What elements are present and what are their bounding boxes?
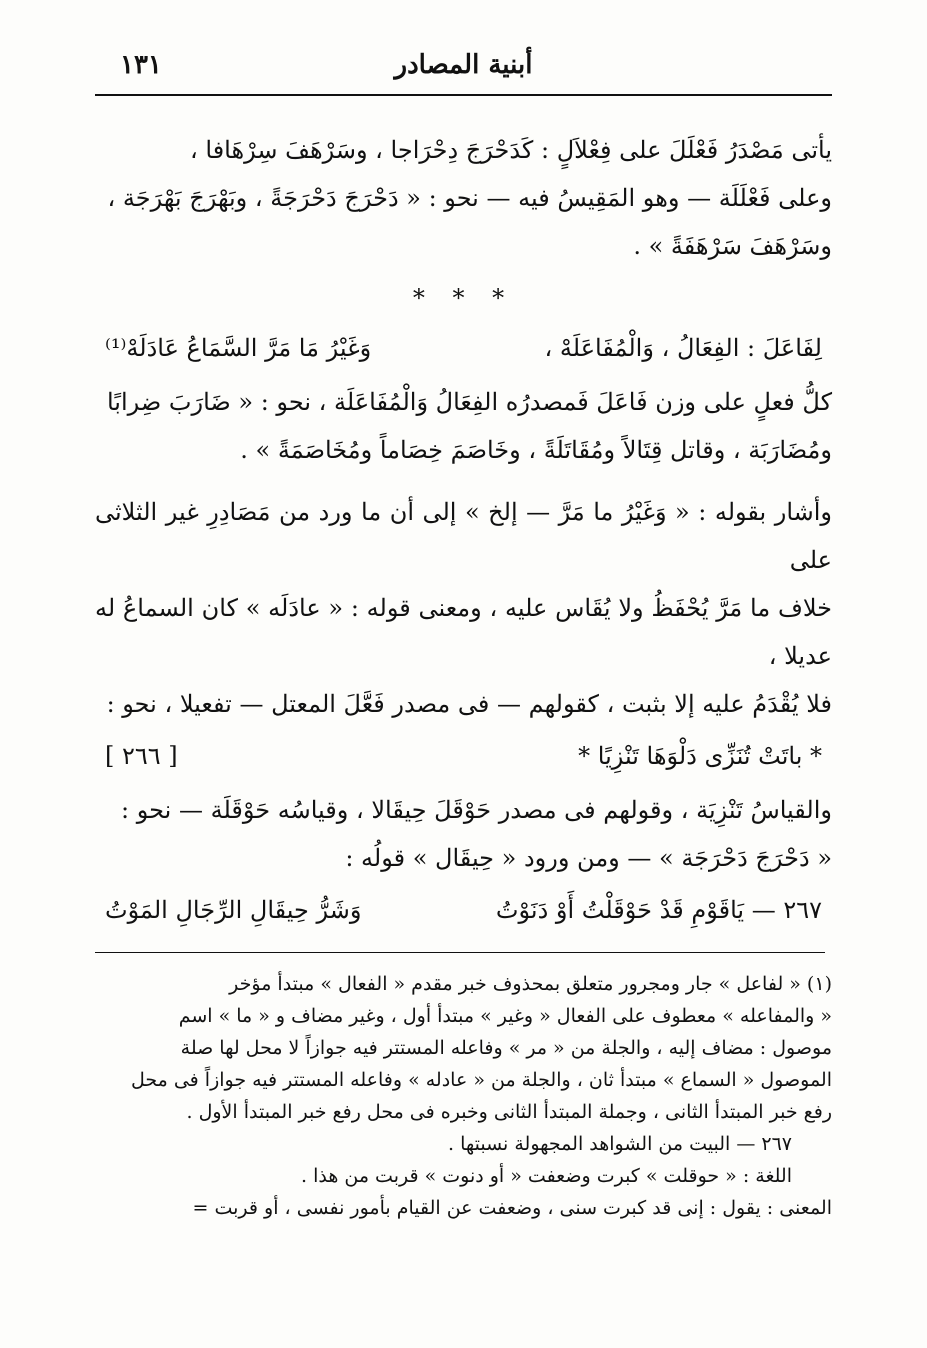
text-line: يأتى مَصْدَرُ فَعْلَلَ على فِعْلاَلٍ : كَدَحْرَجَ دِحْرَاجا ، وسَرْهَفَ سِرْهَافا ،: [190, 136, 832, 164]
verse-reference: [ ٢٦٦ ]: [105, 742, 178, 770]
text-line: الموصول « السماع » مبتدأ ثان ، والجلة من « عادله » وفاعله المستتر فيه جوازاً فى محل: [130, 1069, 832, 1091]
spacer: [95, 474, 832, 488]
verse-line-3: [95, 886, 832, 934]
verse-hemistich-right: ٢٦٧ — يَاقَوْمِ قَدْ حَوْقَلْتُ أَوْ دَنَوْتُ: [495, 896, 822, 924]
text-line: والقياسُ تَنْزِيَة ، وقولهم فى مصدر حَوْقَلَ حِيقَالا ، وقياسُه حَوْقَلَة — نحو :: [121, 796, 832, 824]
page-number: ١٣١: [120, 50, 162, 80]
page-header: [95, 44, 832, 96]
text-line: رفع خبر المبتدأ الثانى ، وجملة المبتدأ الثانى وخبره فى محل رفع خبر المبتدأ الأول .: [186, 1101, 832, 1123]
text-line: (١) « لفاعل » جار ومجرور متعلق بمحذوف خبر مقدم « الفعال » مبتدأ مؤخر: [229, 973, 832, 995]
verse-line-2: [95, 732, 832, 780]
verse-line-1: [95, 324, 832, 372]
text-line: وعلى فَعْلَلَة — وهو المَقِيسُ فيه — نحو : « دَحْرَجَ دَحْرَجَةً ، وبَهْرَجَ بَهْرَجَة ،: [107, 184, 832, 212]
text-line: وسَرْهَفَ سَرْهَفَةً » .: [633, 232, 832, 260]
verse-hemistich-right: لِفَاعَلَ : الفِعَالُ ، وَالْمُفَاعَلَهْ ،: [544, 334, 822, 362]
footnote-267-meaning: المعنى : يقول : إنى قد كبرت سنى ، وضعفت عن القيام بأمور نفسى ، أو قربت =: [192, 1197, 832, 1219]
text-line: « دَحْرَجَ دَحْرَجَة » — ومن ورود « حِيقَال » قولُه :: [345, 844, 832, 872]
text-line: وأشار بقوله : « وَغَيْرُ ما مَرَّ — إلخ » إلى أن ما ورد من مَصَادِرِ غير الثلاثى على: [95, 498, 832, 574]
paragraph-3: [95, 488, 832, 728]
footnote-divider: [95, 952, 825, 953]
text-line: فلا يُقْدَمُ عليه إلا بثبت ، كقولهم — فى مصدر فَعَّلَ المعتل — تفعيلا ، نحو :: [106, 690, 832, 718]
paragraph-2: [95, 378, 832, 474]
section-separator: * * *: [412, 284, 515, 312]
text-line: موصول : مضاف إليه ، والجلة من « مر » وفاعله المستتر فيه جوازاً لا محل لها صلة: [180, 1037, 832, 1059]
footnotes: [95, 968, 832, 1224]
main-text: [95, 126, 832, 940]
text-line: كلُّ فعلٍ على وزن فَاعَلَ فَمصدرُه الفِعَالُ وَالْمُفَاعَلَة ، نحو : « ضَارَبَ ضِرابًا: [106, 388, 832, 416]
verse-text: * باتَتْ تُنَزِّى دَلْوَهَا تَنْزِيًا *: [578, 742, 822, 770]
paragraph-1: [95, 126, 832, 270]
text-line: « والمفاعله » معطوف على الفعال « وغير » مبتدأ أول ، وغير مضاف و « ما » اسم: [178, 1005, 832, 1027]
paragraph-4: [95, 786, 832, 882]
verse-hemistich-left: وَغَيْرُ مَا مَرَّ السَّمَاعُ عَادَلَهْ⁽¹⁾: [105, 334, 372, 362]
footnote-267-source: ٢٦٧ — البيت من الشواهد المجهولة نسبتها .: [448, 1133, 792, 1155]
footnote-267-language: اللغة : « حوقلت » كبرت وضعفت « أو دنوت » قربت من هذا .: [300, 1165, 792, 1187]
text-line: خلاف ما مَرَّ يُحْفَظُ ولا يُقَاس عليه ، ومعنى قوله : « عادَلَه » كان السماعُ له عديلا ،: [95, 594, 832, 670]
running-title: أبنية المصادر: [394, 50, 533, 80]
footnote-1: [95, 968, 832, 1128]
text-line: ومُضَارَبَة ، وقاتل قِتَالاً ومُقَاتَلَةً ، وخَاصَمَ خِصَاماً ومُخَاصَمَةً » .: [240, 436, 832, 464]
verse-hemistich-left: وَشَرُّ حِيقَالِ الرِّجَالِ المَوْتُ: [105, 896, 362, 924]
